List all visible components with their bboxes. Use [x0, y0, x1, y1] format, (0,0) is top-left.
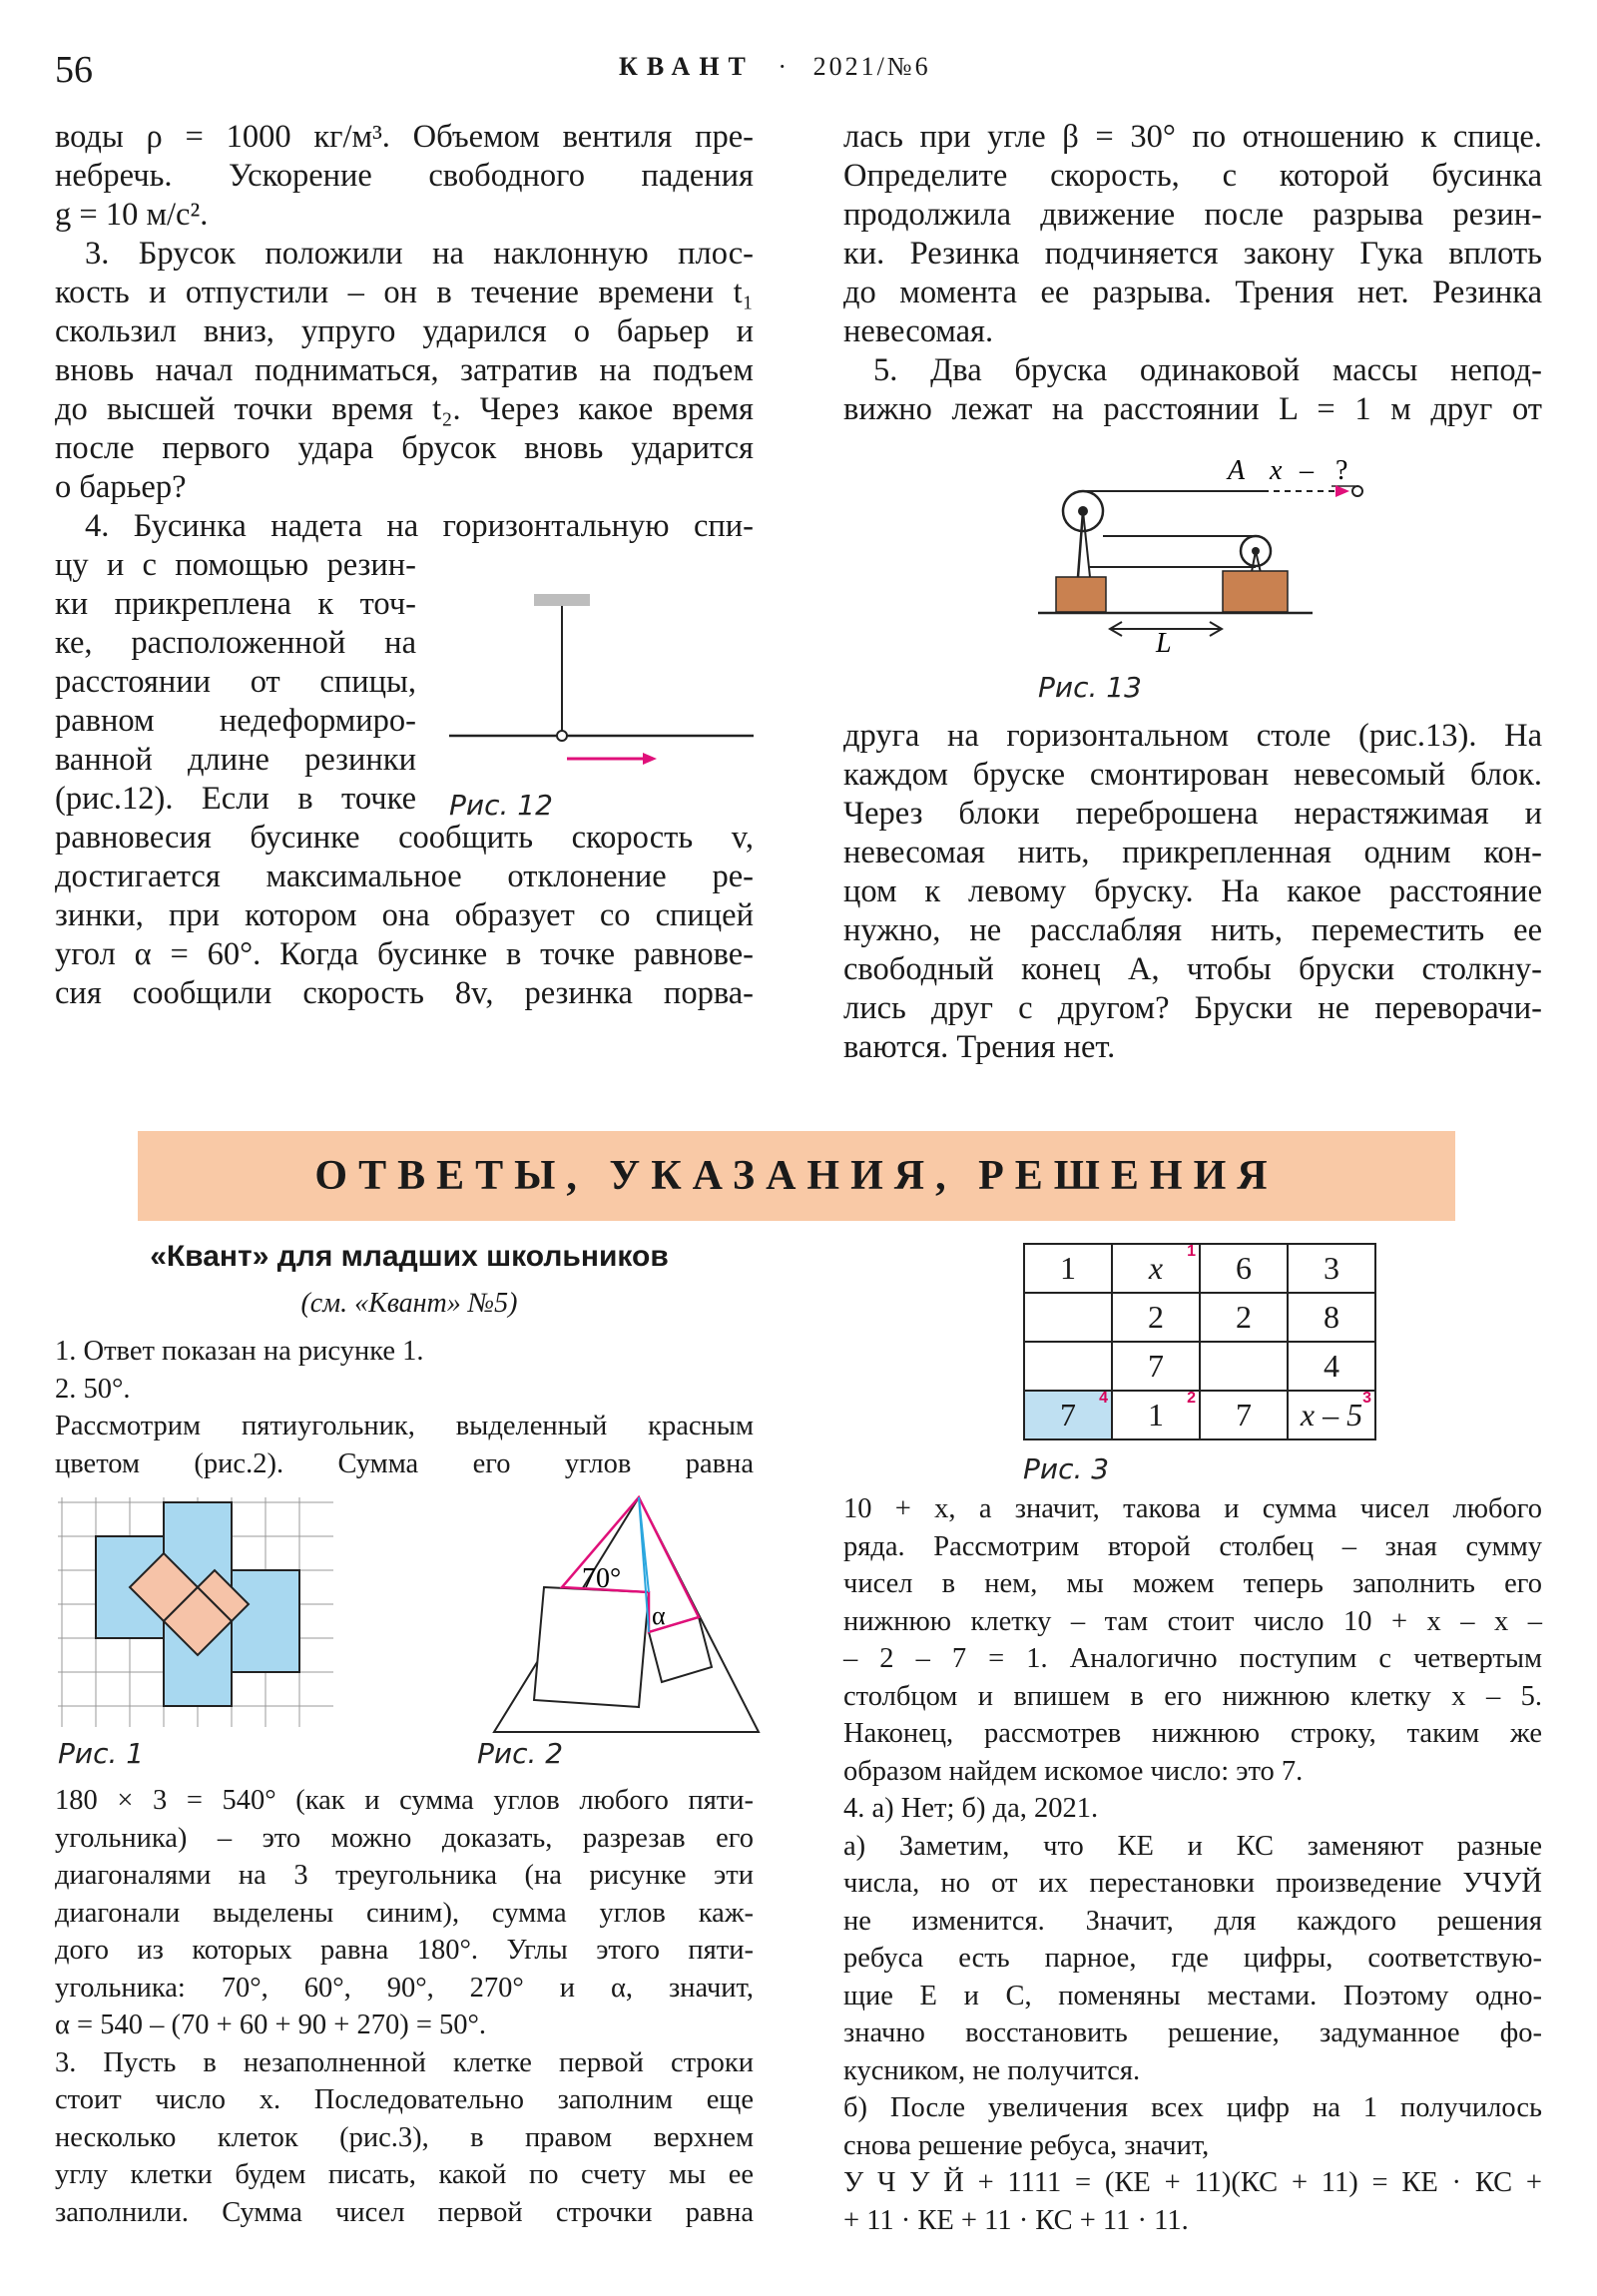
text-line: до высшей точки время t₂. Через какое время	[55, 391, 754, 427]
table-cell-answer	[1024, 1391, 1112, 1439]
right-column-problems	[843, 118, 1542, 429]
table-cell	[1024, 1342, 1112, 1391]
text-line: кость и отпустили – он в течение времени t₁	[55, 275, 754, 310]
text-line: о барьер?	[55, 469, 187, 505]
table-cell	[1200, 1244, 1288, 1293]
running-header	[619, 52, 931, 82]
figure-2	[474, 1492, 774, 1737]
cell-value: 2	[1236, 1299, 1252, 1335]
text-line: после первого удара брусок вновь ударится	[55, 430, 754, 466]
table-row	[1024, 1391, 1375, 1439]
table-cell	[1288, 1391, 1375, 1439]
cell-value: 1	[1148, 1397, 1164, 1433]
text-line: угол α = 60°. Когда бусинке в точке равнове-	[55, 936, 754, 972]
text-line: несколько клеток (рис.3), в правом верхнем	[55, 2121, 754, 2153]
text-line: невесомая нить, прикрепленная одним кон-	[843, 835, 1542, 870]
text-line: свободный конец A, чтобы бруски столкну-	[843, 951, 1542, 987]
label-dash: –	[1300, 455, 1314, 486]
answers-right	[843, 1490, 1542, 2239]
order-index: 4	[1099, 1390, 1108, 1407]
text-line: ребуса есть парное, где цифры, соответствую-	[843, 1943, 1542, 1974]
text-line: образом найдем искомое число: это 7.	[843, 1755, 1304, 1787]
fig12-caption: Рис. 12	[449, 789, 553, 822]
text-line: углу клетки будем писать, какой по счету мы ее	[55, 2159, 754, 2190]
table-cell	[1112, 1391, 1200, 1439]
text-line: цу и с помощью резин-	[55, 547, 416, 583]
figure-3-table	[1023, 1243, 1376, 1440]
text-line: цветом (рис.2). Сумма его углов равна	[55, 1447, 754, 1479]
right-column-problems-cont	[843, 717, 1542, 1067]
text-line: ванной длине резинки	[55, 742, 416, 778]
text-line: ки прикреплена к точ-	[55, 586, 416, 622]
text-line: значно восстановить решение, задуманное фо-	[843, 2017, 1542, 2048]
text-line: кусником, не получится.	[843, 2054, 1141, 2086]
blue-shape-3	[232, 1570, 299, 1672]
table-row	[1024, 1244, 1375, 1293]
text-line: вновь начал подниматься, затратив на подъем	[55, 352, 754, 388]
text-line: друга на горизонтальном столе (рис.13). На	[843, 718, 1542, 754]
issue-number: 2021/№6	[812, 52, 931, 81]
cell-value: x – 5	[1300, 1397, 1363, 1433]
text-line: продолжила движение после разрыва резин-	[843, 197, 1542, 233]
text-line: не изменится. Значит, для каждого решения	[843, 1905, 1542, 1937]
narrow-text-block	[55, 546, 416, 819]
text-line: нужно, не расслабляя нить, переместить ее	[843, 912, 1542, 948]
text-line: равновесия бусинке сообщить скорость v,	[55, 820, 754, 856]
table-cell	[1112, 1293, 1200, 1342]
text-line: g = 10 м/с².	[55, 197, 209, 233]
text-line: Через блоки переброшена нерастяжимая и	[843, 796, 1542, 832]
table-cell	[1288, 1244, 1375, 1293]
direction-arrowhead	[1335, 485, 1349, 497]
text-line: + 11 · КЕ + 11 · КС + 11 · 11.	[843, 2204, 1189, 2236]
table-cell	[1024, 1244, 1112, 1293]
text-line: дого из которых равна 180°. Углы этого пяти-	[55, 1935, 754, 1966]
order-index: 2	[1187, 1390, 1196, 1407]
text-line: лись друг с другом? Бруски не переворачи-	[843, 990, 1542, 1026]
text-line: У Ч У Й + 1111 = (КЕ + 11)(КС + 11) = КЕ · КС +	[843, 2167, 1542, 2198]
section-reference: (см. «Квант» №5)	[300, 1288, 518, 1319]
text-line: лась при угле β = 30° по отношению к спице.	[843, 119, 1542, 155]
text-line: б) После увеличения всех цифр на 1 получилось	[843, 2092, 1542, 2123]
answers-left-intro	[55, 1333, 754, 1482]
text-line: невесомая.	[843, 313, 994, 349]
text-line: снова решение ребуса, значит,	[843, 2129, 1210, 2161]
velocity-arrowhead	[643, 753, 657, 765]
text-line: воды ρ = 1000 кг/м³. Объемом вентиля пре-	[55, 119, 754, 155]
table-cell	[1288, 1293, 1375, 1342]
label-A: A	[1228, 455, 1246, 486]
cell-value: 3	[1324, 1250, 1339, 1286]
text-line: Рассмотрим пятиугольник, выделенный красным	[55, 1411, 754, 1441]
text-line: 2. 50°.	[55, 1373, 131, 1405]
text-line: нижнюю клетку – там стоит число 10 + x – x –	[843, 1605, 1542, 1637]
fig2-caption: Рис. 2	[477, 1737, 564, 1770]
angle-70-label: 70°	[582, 1563, 622, 1594]
table-cell	[1200, 1342, 1288, 1391]
text-line: угольника) – это можно доказать, разрезав его	[55, 1822, 754, 1854]
text-line: числа, но от их перестановки произведение УЧУЙ	[843, 1868, 1542, 1899]
fig3-caption: Рис. 3	[1023, 1452, 1110, 1485]
text-line: равном недеформиро-	[55, 703, 416, 739]
text-line: ки. Резинка подчиняется закону Гука вплоть	[843, 236, 1542, 272]
banner-title: ОТВЕТЫ, УКАЗАНИЯ, РЕШЕНИЯ	[314, 1153, 1279, 1199]
table-cell	[1112, 1244, 1200, 1293]
figure-1	[58, 1497, 337, 1732]
alpha-label: α	[652, 1601, 666, 1630]
fig13-caption: Рис. 13	[1038, 671, 1142, 704]
cell-value: 7	[1060, 1397, 1076, 1433]
label-x: x	[1270, 455, 1283, 486]
header-dot: ·	[778, 52, 791, 81]
text-line: диагоналями на 3 треугольника (на рисунке эти	[55, 1860, 754, 1891]
text-line: небречь. Ускорение свободного падения	[55, 158, 754, 194]
journal-name: КВАНТ	[619, 52, 755, 81]
table-cell	[1112, 1342, 1200, 1391]
text-line: – 2 – 7 = 1. Аналогично поступим с четвертым	[843, 1643, 1542, 1674]
figure-13	[1038, 449, 1417, 654]
text-line: 5. Два бруска одинаковой массы непод-	[873, 352, 1542, 388]
cell-value: 6	[1236, 1250, 1252, 1286]
left-column-problems	[55, 118, 754, 1013]
text-line: до момента ее разрыва. Трения нет. Резинка	[843, 275, 1542, 310]
text-line: α = 540 – (70 + 60 + 90 + 270) = 50°.	[55, 2009, 487, 2040]
fig1-caption: Рис. 1	[58, 1737, 145, 1770]
text-line: ке, расположенной на	[55, 625, 416, 661]
table-cell	[1024, 1293, 1112, 1342]
text-line: 4. Бусинка надета на горизонтальную спи-	[85, 508, 754, 544]
text-line: (рис.12). Если в точке	[55, 781, 416, 817]
text-line: диагонали выделены синим), сумма углов каж-	[55, 1897, 754, 1929]
cell-value: 4	[1324, 1348, 1339, 1384]
text-line: сия сообщили скорость 8v, резинка порва-	[55, 975, 754, 1011]
text-line: ваются. Трения нет.	[843, 1029, 1116, 1065]
ceiling-mount	[534, 594, 590, 606]
text-line: цом к левому бруску. На какое расстояние	[843, 873, 1542, 909]
answers-banner	[138, 1131, 1455, 1221]
text-line: Наконец, рассмотрев нижнюю строку, таким же	[843, 1718, 1542, 1749]
left-block	[1056, 577, 1106, 612]
text-line: ряда. Рассмотрим второй столбец – зная сумму	[843, 1530, 1542, 1562]
table-cell	[1200, 1293, 1288, 1342]
label-L: L	[1156, 628, 1172, 654]
cell-value: 8	[1324, 1299, 1339, 1335]
bead	[557, 731, 567, 741]
section-title: «Квант» для младших школьников	[150, 1240, 669, 1273]
text-line: а) Заметим, что КЕ и КС заменяют разные	[843, 1830, 1542, 1862]
table-row	[1024, 1293, 1375, 1342]
text-line: 3. Пусть в незаполненной клетке первой строки	[55, 2046, 754, 2078]
text-line: каждом бруске смонтирован невесомый блок.	[843, 757, 1542, 793]
free-end-circle	[1352, 486, 1362, 496]
text-line: 180 × 3 = 540° (как и сумма углов любого пяти-	[55, 1785, 754, 1816]
text-line: щие Е и С, поменяны местами. Поэтому одно-	[843, 1980, 1542, 2011]
cell-value: x	[1148, 1250, 1164, 1286]
cell-value: 7	[1148, 1348, 1164, 1384]
text-line: 1. Ответ показан на рисунке 1.	[55, 1336, 424, 1367]
cell-value: 7	[1236, 1397, 1252, 1433]
text-line: Определите скорость, с которой бусинка	[843, 158, 1542, 194]
page-number: 56	[55, 49, 93, 91]
text-line: столбцом и впишем в его нижнюю клетку x – 5.	[843, 1680, 1542, 1712]
text-line: чисел в нем, мы можем теперь заполнить его	[843, 1568, 1542, 1599]
order-index: 1	[1187, 1243, 1196, 1260]
text-line: угольника: 70°, 60°, 90°, 270° и α, значит,	[55, 1972, 754, 2004]
figure-12	[439, 584, 759, 824]
text-line: заполнили. Сумма чисел первой строчки равна	[55, 2196, 754, 2228]
text-line: расстоянии от спицы,	[55, 664, 416, 700]
text-line: вижно лежат на расстоянии L = 1 м друг от	[843, 391, 1542, 427]
table-cell	[1200, 1391, 1288, 1439]
text-line: зинки, при котором она образует со спицей	[55, 897, 754, 933]
cell-value: 1	[1060, 1250, 1076, 1286]
text-line: стоит число x. Последовательно заполним еще	[55, 2084, 754, 2115]
text-line: 4. а) Нет; б) да, 2021.	[843, 1793, 1099, 1824]
right-block	[1223, 571, 1288, 612]
table-row	[1024, 1342, 1375, 1391]
order-index: 3	[1362, 1390, 1371, 1407]
text-line: 3. Брусок положили на наклонную плос-	[85, 236, 754, 272]
answers-left-main	[55, 1782, 754, 2231]
label-question: ?	[1335, 455, 1348, 486]
square-left	[534, 1587, 649, 1707]
table-cell	[1288, 1342, 1375, 1391]
text-line: достигается максимальное отклонение ре-	[55, 859, 754, 894]
text-line: скользил вниз, упруго ударился о барьер и	[55, 313, 754, 349]
text-line: 10 + x, а значит, такова и сумма чисел любого	[843, 1493, 1542, 1524]
cell-value: 2	[1148, 1299, 1164, 1335]
